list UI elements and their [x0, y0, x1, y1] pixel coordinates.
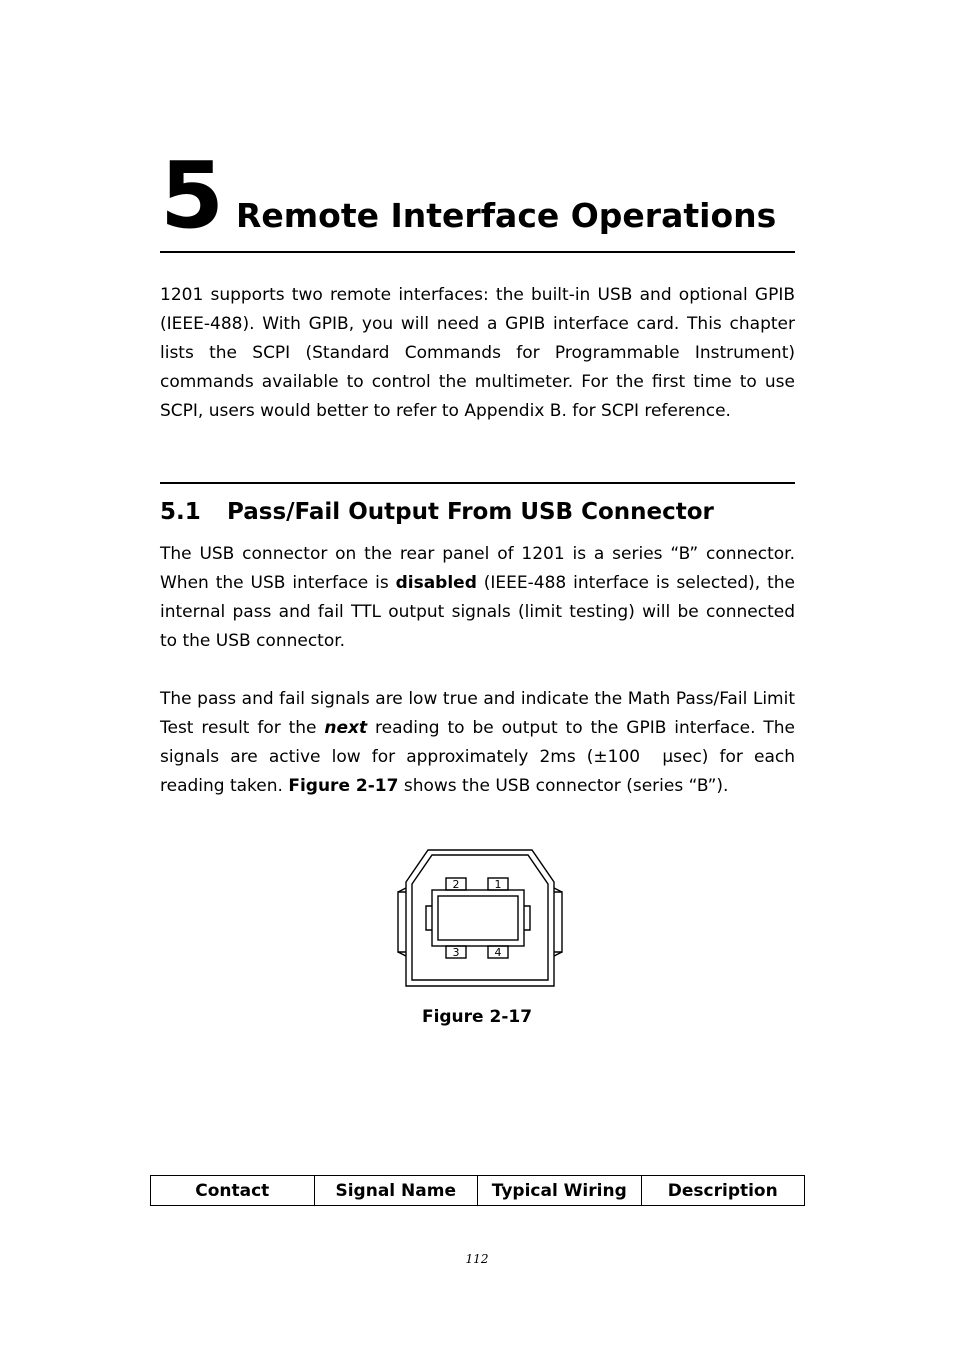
- chapter-title: Remote Interface Operations: [236, 196, 777, 235]
- intro-paragraph: 1201 supports two remote interfaces: the built-in USB and optional GPIB (IEEE-488). With GPIB, you will need a GPIB interface card. This chapter lists the SCPI (Standard Commands for Programmable Instrument) commands available to control the multimeter. For the first time to use SCPI, users would better to refer to Appendix B. for SCPI reference.: [160, 285, 795, 421]
- signals-paragraph: [160, 685, 795, 801]
- chapter-header: [160, 142, 795, 250]
- chapter-rule: [160, 251, 795, 253]
- usb-paragraph-text-1: The USB connector on the rear panel of 1201 is a series “B” connector. When the USB interface is: [160, 544, 795, 593]
- page-number: 112: [465, 1252, 489, 1266]
- connector-center-plug-inner: [438, 896, 518, 940]
- section-title: Pass/Fail Output From USB Connector: [227, 499, 714, 525]
- chapter-number: 5: [160, 142, 225, 249]
- header-description: Description: [641, 1176, 805, 1206]
- signals-paragraph-text-2: reading to be output to the GPIB interface. The signals are active low for approximately 2ms (±100 μsec) for each reading taken.: [160, 718, 795, 796]
- figure-caption: Figure 2-17: [421, 1007, 533, 1027]
- header-typical-wiring: Typical Wiring: [478, 1176, 642, 1206]
- section-number: 5.1: [160, 499, 201, 525]
- connector-center-plug: [432, 890, 524, 946]
- connector-outer-shell: [406, 850, 554, 986]
- usb-paragraph-text-2: (IEEE-488 interface is selected), the internal pass and fail TTL output signals (limit testing) will be connected to the USB connector.: [160, 573, 795, 651]
- signals-paragraph-next: next: [324, 718, 368, 738]
- figure-reference: Figure 2-17: [288, 776, 399, 796]
- header-signal-name: Signal Name: [314, 1176, 478, 1206]
- pin-table-header-row: [151, 1176, 805, 1206]
- pin-table: [150, 1175, 805, 1206]
- connector-center-plug-notch-right: [524, 906, 530, 930]
- connector-left-tab: [398, 892, 406, 952]
- pin-label-4: 4: [494, 946, 502, 959]
- pin-label-3: 3: [452, 946, 460, 959]
- usb-paragraph: [160, 540, 795, 656]
- signals-paragraph-text-1: The pass and fail signals are low true and indicate the Math Pass/Fail Limit Test result for the: [160, 689, 795, 738]
- section-rule: [160, 482, 795, 484]
- section-heading: [160, 495, 714, 529]
- header-contact: Contact: [151, 1176, 315, 1206]
- signals-paragraph-text-3: shows the USB connector (series “B”).: [398, 776, 729, 796]
- usb-paragraph-bold: disabled: [395, 573, 477, 593]
- connector-center-plug-notch-left: [426, 906, 432, 930]
- connector-right-tab: [554, 892, 562, 952]
- usb-b-connector-figure: [392, 846, 564, 990]
- pin-label-2: 2: [452, 878, 460, 891]
- pin-label-1: 1: [494, 878, 502, 891]
